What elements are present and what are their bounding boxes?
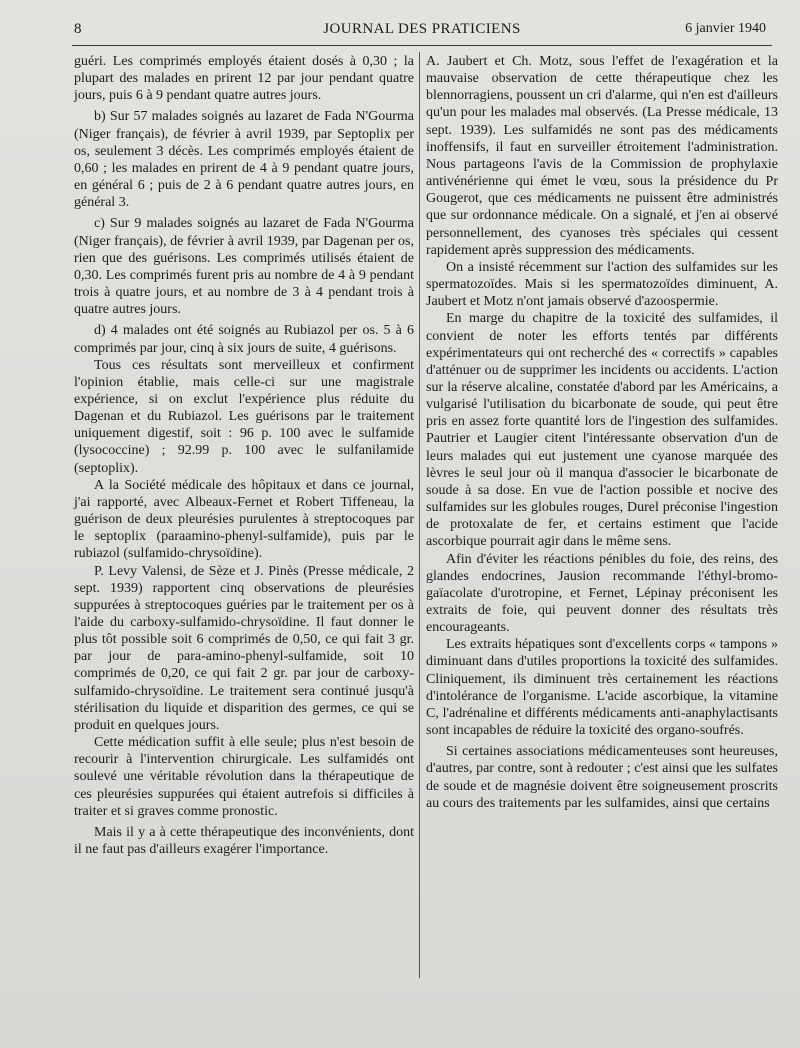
paragraph: A la Société médicale des hôpitaux et dans ce journal, j'ai rapporté, avec Albeaux-Fernet et Robert Tiffeneau, la guérison de deux pleurésies purulentes à streptocoques par le septoplix (paraamino-phenyl-sulfamide), puis par le rubiazol (sulfamido-chrysoïdine).: [74, 477, 414, 562]
paragraph: Si certaines associations médicamenteuses sont heureuses, d'autres, par contre, sont à redouter ; c'est ainsi que les sulfates de soude et de magnésie doivent être soigneusement proscrits au cours des traitements par les sulfamides, ainsi que certains: [426, 744, 778, 811]
paragraph: Cette médication suffit à elle seule; plus n'est besoin de recourir à l'intervention chirurgicale. Les sulfamidés ont soulevé une véritable révolution dans la thérapeutique de ces pleurésies suppurées qui étaient autrefois si difficiles à traiter et si graves comme pronostic.: [74, 735, 414, 819]
page-header: [72, 21, 772, 46]
journal-title: JOURNAL DES PRATICIENS: [323, 21, 521, 37]
paragraph: guéri. Les comprimés employés étaient dosés à 0,30 ; la plupart des malades en prirent 12 par jour pendant quatre jours, puis 6 à 9 pendant quatre autres jours.: [74, 54, 414, 104]
paragraph: Mais il y a à cette thérapeutique des inconvénients, dont il ne faut pas d'ailleurs exagérer l'importance.: [74, 824, 414, 858]
column-divider: [419, 52, 420, 978]
paragraph: A. Jaubert et Ch. Motz, sous l'effet de l'exagération et la mauvaise observation de cette thérapeutique chez les blennorragiens, poussent un cri d'alarme, qui n'en est d'ailleurs qu'un pour les malades mal observés. (La Presse médicale, 13 sept. 1939). Les sulfamidés ne sont pas des médicaments inoffensifs, il faut en surveiller étroitement l'administration. Nous partageons l'avis de la Commission de prophylaxie antivénérienne qui émet le vœu, sous la présidence du Pr Gougerot, que ces médicaments ne puissent être administrés que sur ordonnance médicale. On a signalé, et j'en ai observé personnellement, des cyanoses très spéciales qui cessent rapidement après suppression des médicaments.: [426, 54, 778, 258]
paragraph: c) Sur 9 malades soignés au lazaret de Fada N'Gourma (Niger français), de février à avril 1939, par Dagenan per os, rien que des guérisons. Les comprimés utilisés étaient de 0,30. Les comprimés furent pris au nombre de 4 à 9 pendant trois à quatre jours, et au nombre de 3 à 4 pendant trois à quatre autres jours.: [74, 216, 414, 318]
paragraph: b) Sur 57 malades soignés au lazaret de Fada N'Gourma (Niger français), de février à avril 1939, par Septoplix per os, seulement 3 décès. Les comprimés employés étaient de 0,60 ; les malades en prirent de 4 à 9 pendant quatre jours, en général 6 ; puis de 2 à 6 pendant quatre autres jours, en général 3.: [74, 109, 414, 211]
left-column: [74, 53, 414, 858]
paragraph: Afin d'éviter les réactions pénibles du foie, des reins, des glandes endocrines, Jausion recommande l'éthyl-bromo-gaïacolate d'urotropine, et Fernet, Lépinay préconisent les extraits de foie, qui peuvent donner des résultats très encourageants.: [426, 551, 778, 636]
paragraph: Tous ces résultats sont merveilleux et confirment l'opinion établie, mais celle-ci sur une magistrale expérience, si on exclut l'expérience plus réduite du Dagenan et du Rubiazol. Les guérisons par le traitement uniquement digestif, soit : 96 p. 100 avec le sulfamide (lysococcine) ; 92.99 p. 100 avec le sulfanilamide (septoplix).: [74, 357, 414, 476]
paragraph: P. Levy Valensi, de Sèze et J. Pinès (Presse médicale, 2 sept. 1939) rapportent cinq observations de pleurésies suppurées à streptocoques guéries par le traitement per os à l'aide du carboxy-sulfamido-chrysoïdine. Il faut donner le plus tôt possible soit 6 comprimés de 0,50, ce qui fait 3 gr. par jour de para-amino-phenyl-sulfamide, soit 10 comprimés de 0,20, ce qui fait 2 gr. par jour de carboxy-sulfamido-chrysoïdine. Le traitement sera continué jusqu'à stérilisation du liquide et disparition des germes, ce qui se produit en quelques jours.: [74, 563, 414, 733]
paragraph: On a insisté récemment sur l'action des sulfamides sur les spermatozoïdes. Mais si les spermatozoïdes diminuent, A. Jaubert et Motz n'ont jamais observé d'azoospermie.: [426, 259, 778, 310]
issue-date: 6 janvier 1940: [685, 21, 766, 36]
paragraph: En marge du chapitre de la toxicité des sulfamides, il convient de noter les efforts tentés par différents expérimentateurs qui ont recherché des « correctifs » capables d'atténuer ou de supprimer les incidents ou accidents. L'action sur la réserve alcaline, constatée d'abord par les Américains, a vulgarisé l'utilisation du bicarbonate de soude, qui peut être pris en assez forte quantité lors de l'ingestion des sulfamides. Pautrier et Laugier citent l'intéressante observation d'un de leurs malades qui eut justement une cyanose marquée des lèvres le seul jour où il manqua d'associer le bicarbonate de soude à sa dose. En vue de l'action possible et nocive des sulfamides sur les globules rouges, Durel préconise l'ingestion de protoxalate de fer, et certains estiment que l'acide ascorbique pourrait agir dans le même sens.: [426, 311, 778, 550]
paragraph: d) 4 malades ont été soignés au Rubiazol per os. 5 à 6 comprimés par jour, cinq à six jours de suite, 4 guérisons.: [74, 323, 414, 356]
right-column: [426, 53, 778, 812]
page-number: 8: [74, 21, 82, 37]
paragraph: Les extraits hépatiques sont d'excellents corps « tampons » diminuant dans d'utiles proportions la toxicité des sulfamides. Cliniquement, ils diminuent très certainement les réactions d'intolérance de l'organisme. L'acide ascorbique, la vitamine C, l'adrénaline et différents médicaments anti-anaphylactisants sont incapables de réduire la toxicité des organo-soufrés.: [426, 637, 778, 739]
